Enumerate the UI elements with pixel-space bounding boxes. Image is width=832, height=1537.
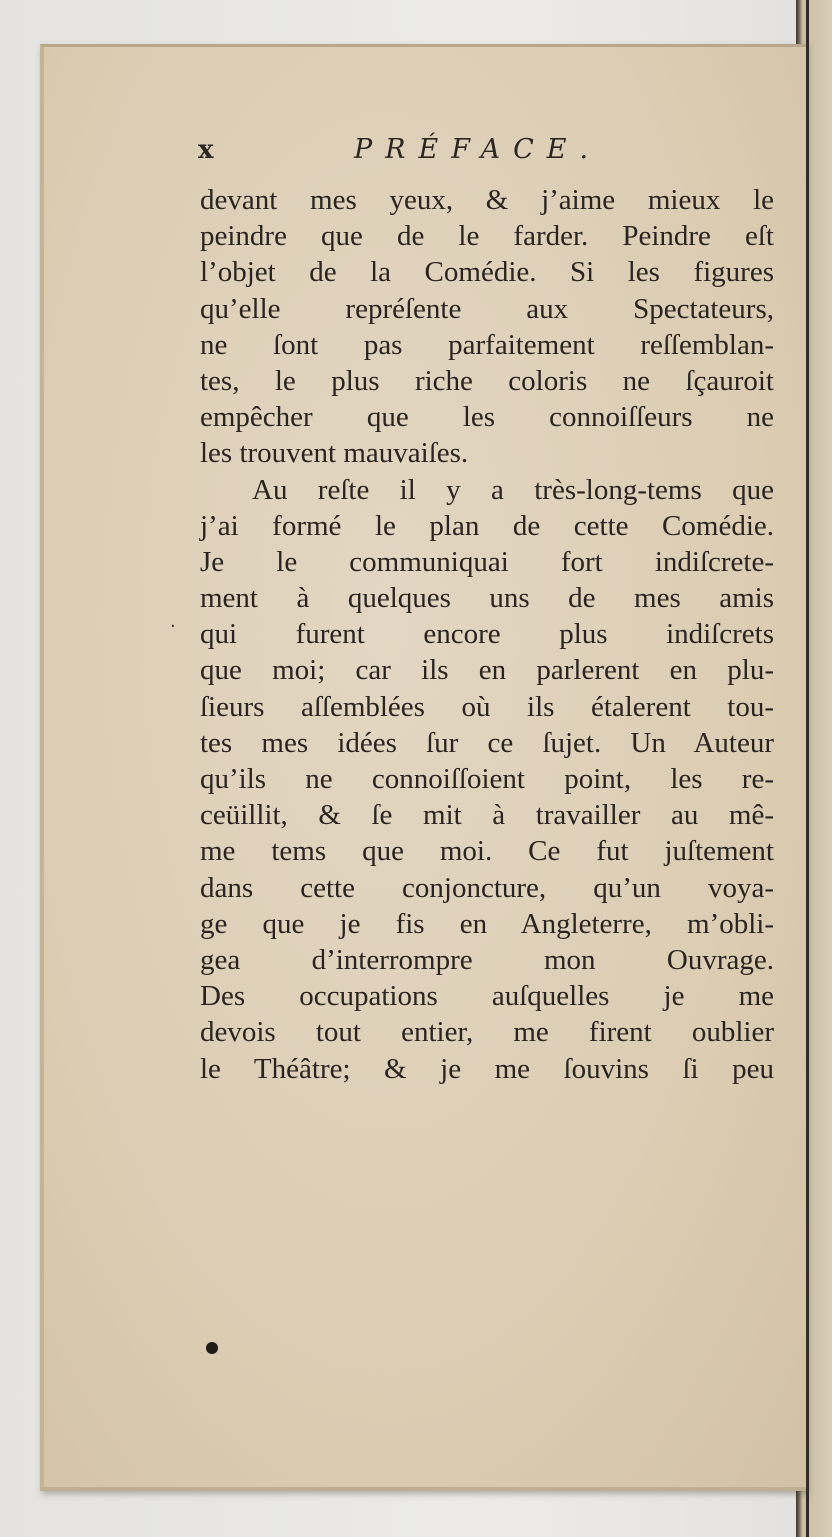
text-line: j’ai formé le plan de cette Comédie. xyxy=(200,509,774,542)
text-line: Au reſte il y a très-long-tems que xyxy=(252,473,774,506)
gutter-shadow xyxy=(806,0,809,1537)
text-line: qui furent encore plus indiſcrets xyxy=(200,618,774,651)
ink-spot xyxy=(206,1342,218,1354)
text-line: me tems que moi. Ce fut juſtement xyxy=(200,835,774,868)
text-line: devois tout entier, me firent oublier xyxy=(200,1016,774,1049)
text-line: tes mes idées ſur ce ſujet. Un Auteur xyxy=(200,726,774,759)
text-line: tes, le plus riche coloris ne ſçauroit xyxy=(200,364,774,397)
text-line: Je le communiquai fort indiſcrete- xyxy=(200,545,774,578)
text-line: ge que je fis en Angleterre, m’obli- xyxy=(200,907,774,940)
body-text xyxy=(200,182,774,1087)
text-line: empêcher que les connoiſſeurs ne xyxy=(200,401,774,434)
text-line: peindre que de le farder. Peindre eſt xyxy=(200,220,774,253)
text-line: devant mes yeux, & j’aime mieux le xyxy=(200,184,774,216)
text-line: ne ſont pas parfaitement reſſemblan- xyxy=(200,328,774,361)
text-line: gea d’interrompre mon Ouvrage. xyxy=(200,943,774,976)
text-line: dans cette conjoncture, qu’un voya- xyxy=(200,871,774,904)
text-line: Des occupations auſquelles je me xyxy=(200,980,774,1013)
text-line: que moi; car ils en parlerent en plu- xyxy=(200,654,774,687)
text-line: qu’elle repréſente aux Spectateurs, xyxy=(200,292,774,325)
running-head: PRÉFACE. xyxy=(354,134,602,165)
text-line: qu’ils ne connoiſſoient point, les re- xyxy=(200,763,774,795)
page-header xyxy=(198,130,768,170)
text-line: ceüillit, & ſe mit à travailler au mê- xyxy=(200,799,774,832)
margin-dot: · xyxy=(170,616,176,637)
text-line: l’objet de la Comédie. Si les figures xyxy=(200,256,774,289)
page-number: x xyxy=(198,135,214,165)
text-line: ſieurs aſſemblées où ils étalerent tou- xyxy=(200,690,774,723)
text-line: les trouvent mauvaiſes. xyxy=(200,437,469,470)
text-line: ment à quelques uns de mes amis xyxy=(200,582,774,615)
text-line: le Théâtre; & je me ſouvins ſi peu xyxy=(200,1052,774,1085)
